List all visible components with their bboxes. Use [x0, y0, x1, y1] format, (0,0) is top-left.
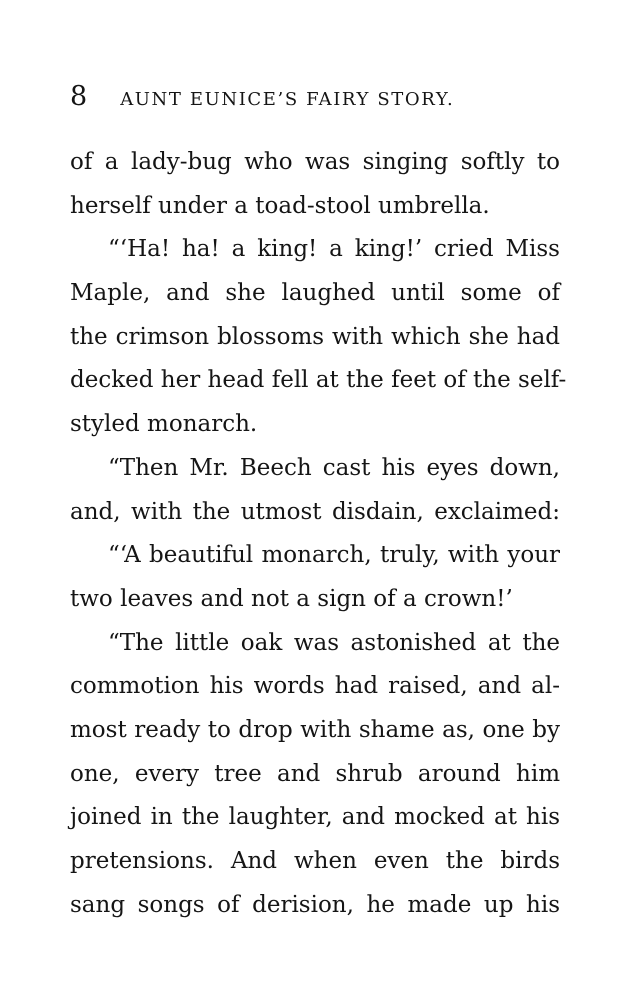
text-line: commotion his words had raised, and al-: [70, 673, 560, 700]
running-title: AUNT EUNICE’S FAIRY STORY.: [120, 89, 455, 110]
text-line: “‘Ha! ha! a king! a king!’ cried Miss: [108, 236, 560, 263]
text-line: two leaves and not a sign of a crown!’: [70, 585, 513, 612]
text-line: most ready to drop with shame as, one by: [70, 716, 560, 743]
text-line: and, with the utmost disdain, exclaimed:: [70, 498, 560, 525]
text-line: Maple, and she laughed until some of: [70, 280, 560, 307]
text-line: pretensions. And when even the birds: [70, 848, 560, 874]
text-line: one, every tree and shrub around him: [70, 760, 560, 787]
text-line: of a lady-bug who was singing softly to: [70, 149, 560, 175]
text-line: the crimson blossoms with which she had: [70, 323, 560, 350]
text-line: “Then Mr. Beech cast his eyes down,: [108, 454, 560, 481]
story-text: [70, 141, 567, 927]
page-number: 8: [70, 81, 88, 112]
text-line: sang songs of derision, he made up his: [70, 891, 560, 918]
running-head: [70, 82, 510, 112]
text-line: joined in the laughter, and mocked at his: [70, 804, 560, 831]
text-line: herself under a toad-stool umbrella.: [70, 192, 490, 219]
text-line: styled monarch.: [70, 411, 258, 438]
text-line: “The little oak was astonished at the: [108, 629, 560, 656]
text-line: “‘A beautiful monarch, truly, with your: [108, 542, 560, 569]
text-line: decked her head fell at the feet of the self-: [70, 367, 567, 394]
